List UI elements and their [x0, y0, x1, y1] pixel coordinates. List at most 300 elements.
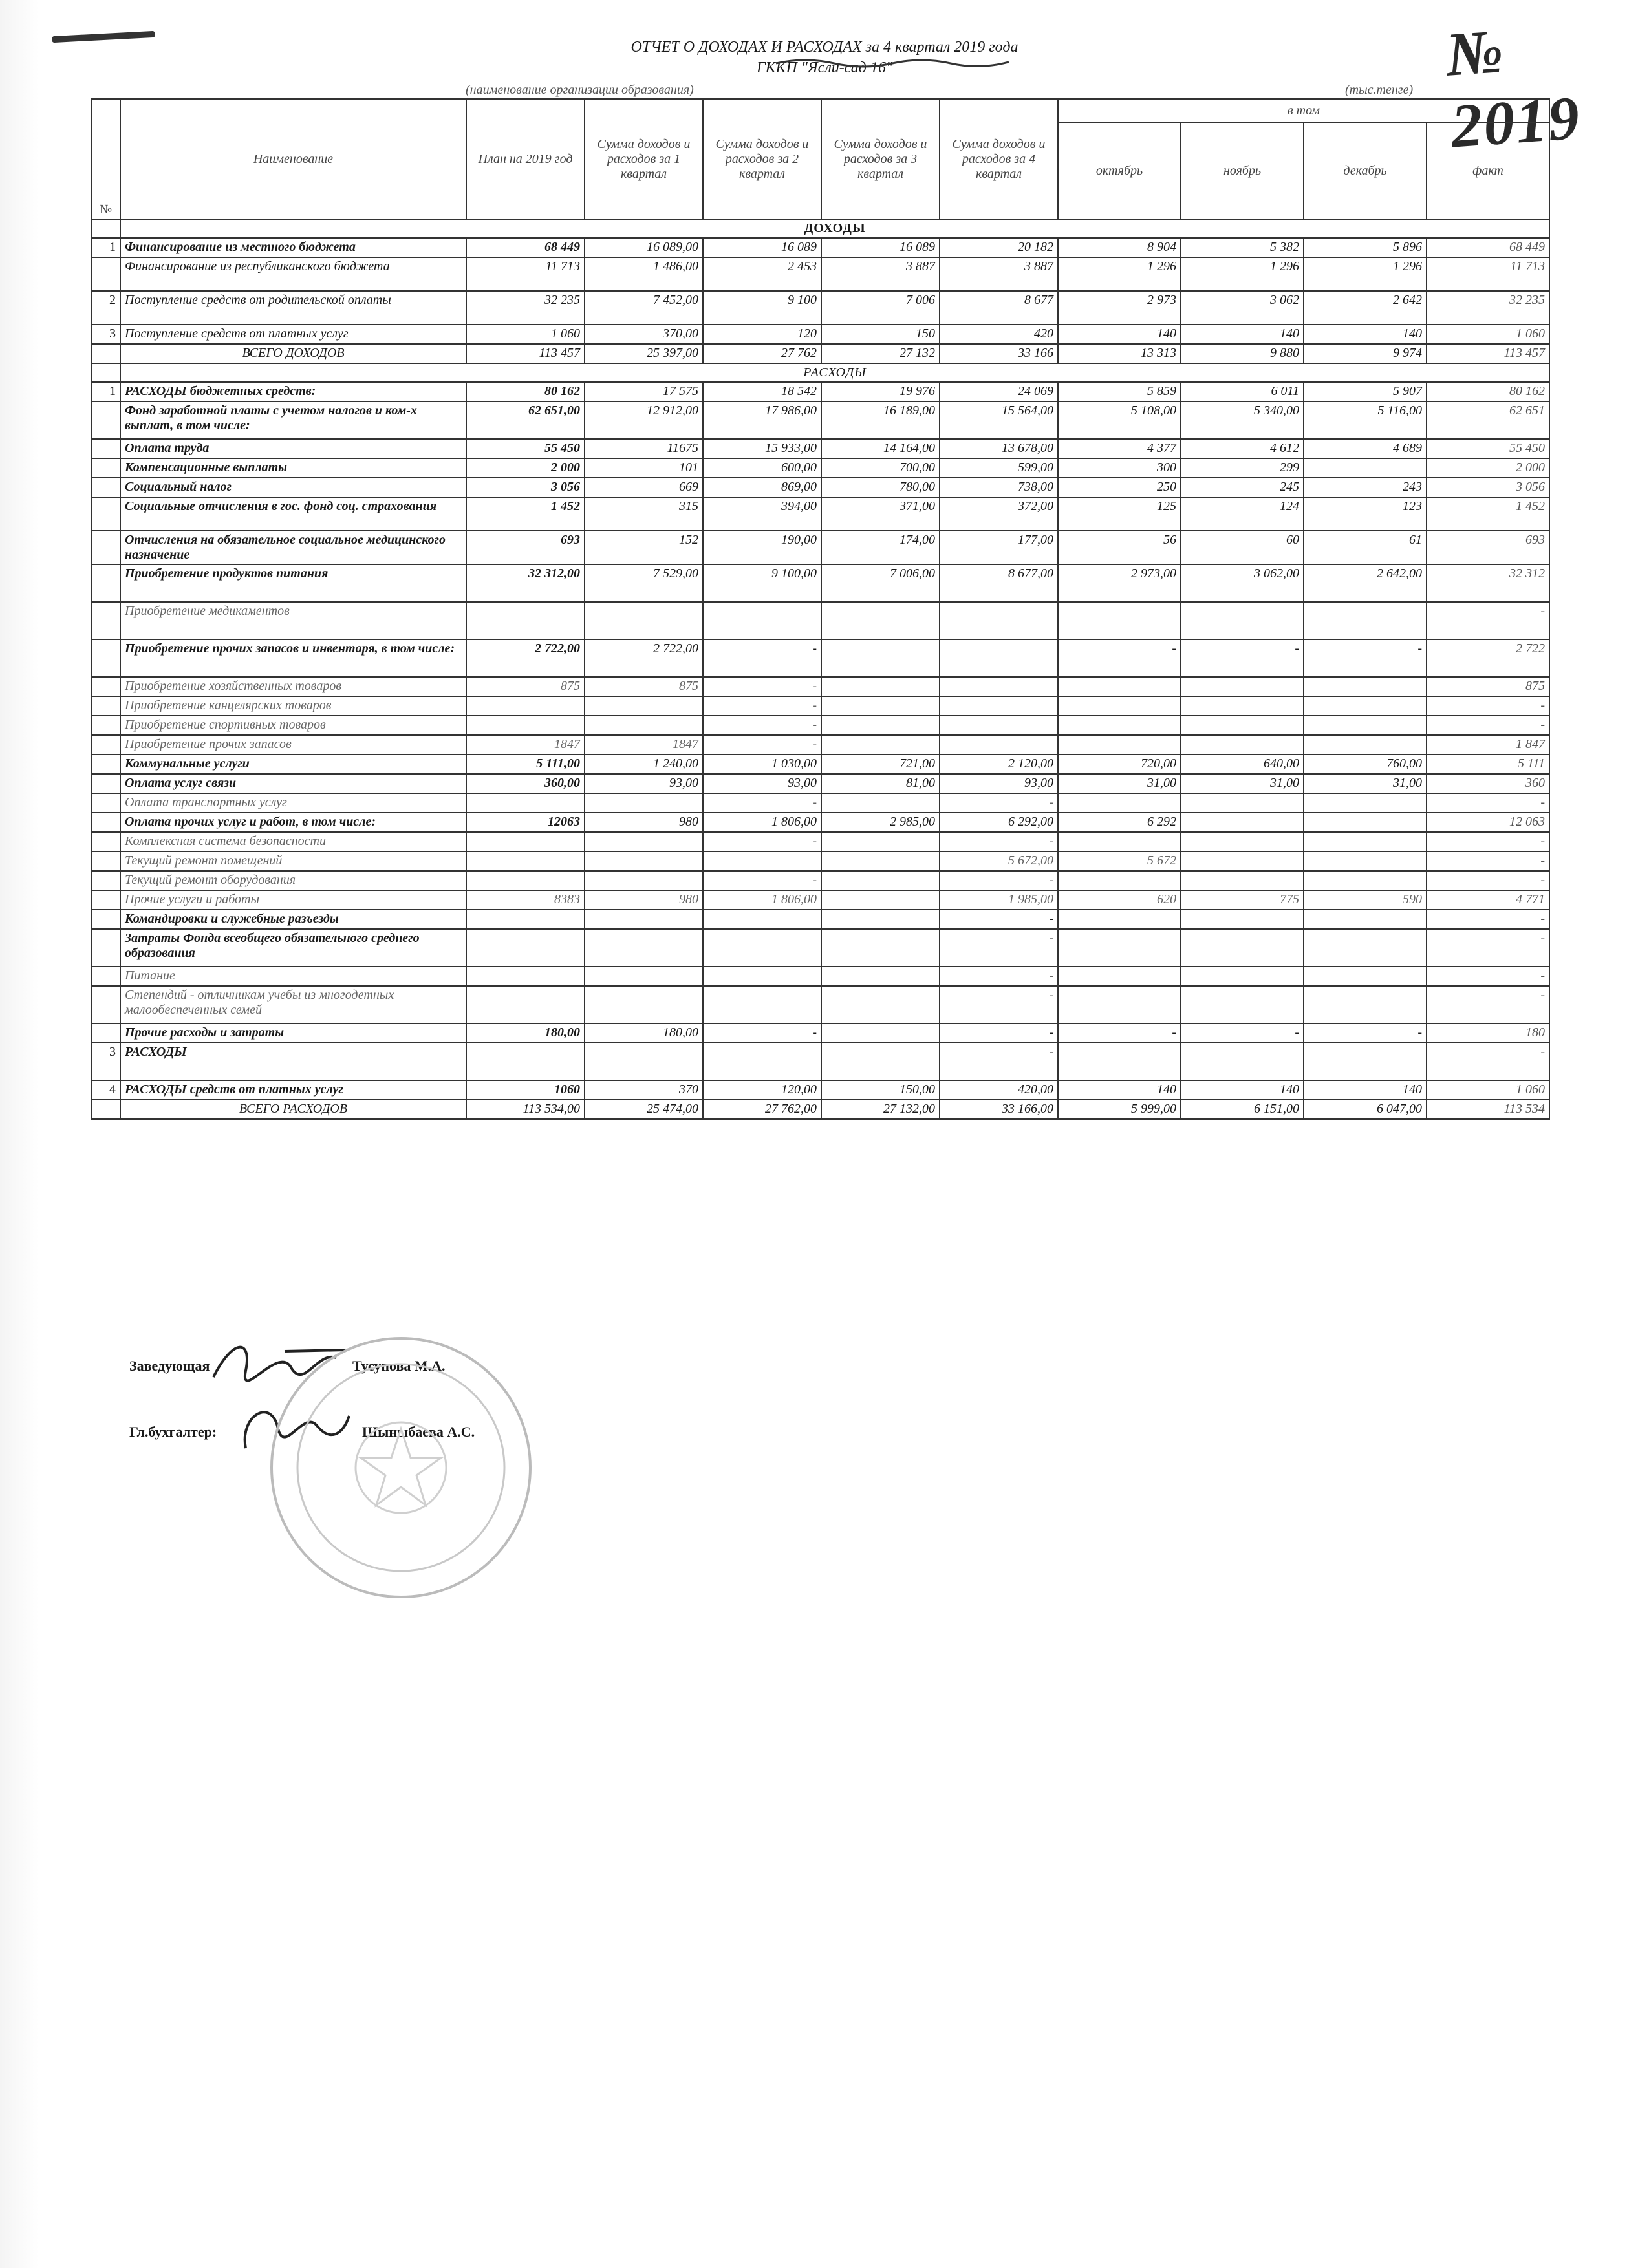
- cell-q2: 394,00: [703, 497, 821, 531]
- cell-q4: 13 678,00: [940, 439, 1058, 458]
- cell-q1: 101: [585, 458, 703, 478]
- row-number: 3: [91, 1043, 120, 1080]
- cell-fact: -: [1427, 986, 1549, 1023]
- cell-q3: 371,00: [821, 497, 940, 531]
- cell-q2: -: [703, 696, 821, 716]
- cell-q3: [821, 696, 940, 716]
- row-number: [91, 754, 120, 774]
- table-row: [91, 871, 1549, 890]
- cell-plan: 8383: [466, 890, 585, 910]
- cell-dec: 2 642,00: [1304, 564, 1427, 602]
- cell-q3: [821, 735, 940, 754]
- cell-dec: [1304, 458, 1427, 478]
- cell-q2: 93,00: [703, 774, 821, 793]
- cell-q4: 6 292,00: [940, 813, 1058, 832]
- cell-plan: 32 235: [466, 291, 585, 325]
- cell-q4: -: [940, 967, 1058, 986]
- cell-fact: 55 450: [1427, 439, 1549, 458]
- cell-nov: 775: [1181, 890, 1304, 910]
- cell-nov: [1181, 851, 1304, 871]
- cell-plan: 55 450: [466, 439, 585, 458]
- cell-q3: 700,00: [821, 458, 940, 478]
- cell-dec: 140: [1304, 325, 1427, 344]
- total-q1: 25 474,00: [585, 1100, 703, 1119]
- cell-plan: 693: [466, 531, 585, 564]
- cell-nov: 140: [1181, 1080, 1304, 1100]
- cell-q1: 2 722,00: [585, 639, 703, 677]
- cell-nov: [1181, 677, 1304, 696]
- cell-q1: 875: [585, 677, 703, 696]
- cell-fact: 68 449: [1427, 238, 1549, 257]
- cell-oct: 5 672: [1058, 851, 1181, 871]
- table-row: [91, 910, 1549, 929]
- cell-plan: [466, 986, 585, 1023]
- cell-q1: 315: [585, 497, 703, 531]
- cell-plan: [466, 696, 585, 716]
- cell-fact: 12 063: [1427, 813, 1549, 832]
- cell-q4: 372,00: [940, 497, 1058, 531]
- cell-q4: 20 182: [940, 238, 1058, 257]
- cell-plan: 875: [466, 677, 585, 696]
- row-number: [91, 967, 120, 986]
- cell-oct: [1058, 832, 1181, 851]
- row-number: [91, 735, 120, 754]
- cell-q3: 19 976: [821, 382, 940, 401]
- row-name: РАСХОДЫ бюджетных средств:: [120, 382, 466, 401]
- cell-nov: -: [1181, 1023, 1304, 1043]
- cell-q4: [940, 696, 1058, 716]
- cell-dec: [1304, 677, 1427, 696]
- row-name: Социальные отчисления в гос. фонд соц. страхования: [120, 497, 466, 531]
- cell-q1: 7 529,00: [585, 564, 703, 602]
- cell-dec: -: [1304, 639, 1427, 677]
- cell-q4: 738,00: [940, 478, 1058, 497]
- cell-q4: [940, 677, 1058, 696]
- cell-plan: [466, 967, 585, 986]
- col-q2-header: Сумма доходов и расходов за 2 квартал: [703, 99, 821, 219]
- row-name: Оплата транспортных услуг: [120, 793, 466, 813]
- cell-oct: [1058, 602, 1181, 639]
- cell-q4: 8 677: [940, 291, 1058, 325]
- cell-q3: [821, 929, 940, 967]
- cell-nov: 5 340,00: [1181, 401, 1304, 439]
- table-row: [91, 564, 1549, 602]
- cell-dec: [1304, 871, 1427, 890]
- cell-oct: [1058, 716, 1181, 735]
- cell-nov: 6 011: [1181, 382, 1304, 401]
- cell-q3: [821, 890, 940, 910]
- cell-q4: -: [940, 1023, 1058, 1043]
- col-group-header: в том: [1058, 99, 1549, 122]
- table-row: [91, 257, 1549, 291]
- cell-dec: [1304, 813, 1427, 832]
- cell-fact: -: [1427, 1043, 1549, 1080]
- total-q2: 27 762: [703, 344, 821, 363]
- row-number: [91, 639, 120, 677]
- cell-oct: 4 377: [1058, 439, 1181, 458]
- cell-q2: -: [703, 716, 821, 735]
- total-nov: 6 151,00: [1181, 1100, 1304, 1119]
- row-number: 1: [91, 238, 120, 257]
- table-row: [91, 696, 1549, 716]
- cell-q2: 1 806,00: [703, 813, 821, 832]
- row-number: 3: [91, 325, 120, 344]
- cell-q1: [585, 793, 703, 813]
- row-name: Текущий ремонт помещений: [120, 851, 466, 871]
- cell-oct: [1058, 929, 1181, 967]
- row-number: [91, 890, 120, 910]
- underline-wave: [776, 56, 1009, 69]
- cell-q2: 9 100,00: [703, 564, 821, 602]
- cell-dec: [1304, 1043, 1427, 1080]
- row-name: Приобретение продуктов питания: [120, 564, 466, 602]
- row-name: Отчисления на обязательное социальное медицинского назначение: [120, 531, 466, 564]
- col-q3-header: Сумма доходов и расходов за 3 квартал: [821, 99, 940, 219]
- cell-fact: 32 312: [1427, 564, 1549, 602]
- cell-q2: [703, 986, 821, 1023]
- cell-fact: -: [1427, 851, 1549, 871]
- cell-q2: -: [703, 735, 821, 754]
- cell-plan: [466, 1043, 585, 1080]
- row-name: Приобретение прочих запасов и инвентаря, в том числе:: [120, 639, 466, 677]
- cell-q4: 1 985,00: [940, 890, 1058, 910]
- row-name: Прочие услуги и работы: [120, 890, 466, 910]
- row-name: Компенсационные выплаты: [120, 458, 466, 478]
- row-number: [91, 478, 120, 497]
- row-name: Прочие расходы и затраты: [120, 1023, 466, 1043]
- table-row: [91, 497, 1549, 531]
- cell-q4: 420,00: [940, 1080, 1058, 1100]
- cell-dec: -: [1304, 1023, 1427, 1043]
- cell-q4: 5 672,00: [940, 851, 1058, 871]
- total-plan: 113 457: [466, 344, 585, 363]
- total-dec: 6 047,00: [1304, 1100, 1427, 1119]
- row-name: РАСХОДЫ: [120, 1043, 466, 1080]
- row-number: [91, 1023, 120, 1043]
- cell-q4: -: [940, 910, 1058, 929]
- cell-nov: 5 382: [1181, 238, 1304, 257]
- row-number: [91, 832, 120, 851]
- cell-q3: [821, 910, 940, 929]
- total-q4: 33 166,00: [940, 1100, 1058, 1119]
- row-name: Поступление средств от родительской оплаты: [120, 291, 466, 325]
- cell-q1: [585, 851, 703, 871]
- table-row: [91, 639, 1549, 677]
- cell-q1: 11675: [585, 439, 703, 458]
- row-number: 2: [91, 291, 120, 325]
- row-name: Комплексная система безопасности: [120, 832, 466, 851]
- cell-dec: [1304, 986, 1427, 1023]
- cell-q2: [703, 929, 821, 967]
- total-q3: 27 132: [821, 344, 940, 363]
- cell-plan: 62 651,00: [466, 401, 585, 439]
- cell-q4: -: [940, 871, 1058, 890]
- cell-nov: [1181, 910, 1304, 929]
- cell-dec: [1304, 929, 1427, 967]
- row-number: 1: [91, 382, 120, 401]
- cell-dec: [1304, 735, 1427, 754]
- cell-q1: 1 486,00: [585, 257, 703, 291]
- cell-fact: -: [1427, 910, 1549, 929]
- row-number: [91, 401, 120, 439]
- cell-q3: 7 006,00: [821, 564, 940, 602]
- cell-oct: [1058, 871, 1181, 890]
- cell-q1: [585, 929, 703, 967]
- row-number: [91, 497, 120, 531]
- cell-q2: 1 806,00: [703, 890, 821, 910]
- table-row: [91, 439, 1549, 458]
- row-name: Текущий ремонт оборудования: [120, 871, 466, 890]
- cell-oct: 1 296: [1058, 257, 1181, 291]
- cell-oct: [1058, 986, 1181, 1023]
- cell-q1: 370: [585, 1080, 703, 1100]
- cell-q2: 15 933,00: [703, 439, 821, 458]
- total-oct: 5 999,00: [1058, 1100, 1181, 1119]
- col-num-header: №: [91, 99, 120, 219]
- cell-fact: 1 060: [1427, 1080, 1549, 1100]
- cell-fact: 4 771: [1427, 890, 1549, 910]
- cell-oct: 5 859: [1058, 382, 1181, 401]
- cell-q3: 150: [821, 325, 940, 344]
- table-row: [91, 929, 1549, 967]
- row-number: [91, 813, 120, 832]
- cell-fact: -: [1427, 871, 1549, 890]
- cell-dec: 4 689: [1304, 439, 1427, 458]
- cell-oct: 620: [1058, 890, 1181, 910]
- head-name: Тусупова М.А.: [352, 1358, 446, 1374]
- cell-dec: 243: [1304, 478, 1427, 497]
- table-row: [91, 774, 1549, 793]
- total-row: [91, 1100, 1549, 1119]
- row-name: Командировки и служебные разъезды: [120, 910, 466, 929]
- table-row: [91, 1080, 1549, 1100]
- cell-oct: 125: [1058, 497, 1181, 531]
- table-row: [91, 967, 1549, 986]
- cell-fact: 11 713: [1427, 257, 1549, 291]
- cell-dec: [1304, 602, 1427, 639]
- row-name: Финансирование из республиканского бюджета: [120, 257, 466, 291]
- total-q3: 27 132,00: [821, 1100, 940, 1119]
- table-row: [91, 1043, 1549, 1080]
- cell-plan: 1060: [466, 1080, 585, 1100]
- row-number: [91, 910, 120, 929]
- cell-q2: 17 986,00: [703, 401, 821, 439]
- cell-fact: 80 162: [1427, 382, 1549, 401]
- cell-q2: -: [703, 639, 821, 677]
- cell-plan: [466, 832, 585, 851]
- col-q4-header: Сумма доходов и расходов за 4 квартал: [940, 99, 1058, 219]
- cell-nov: 124: [1181, 497, 1304, 531]
- cell-oct: 720,00: [1058, 754, 1181, 774]
- cell-dec: 2 642: [1304, 291, 1427, 325]
- cell-q2: -: [703, 871, 821, 890]
- cell-fact: 2 722: [1427, 639, 1549, 677]
- cell-dec: [1304, 696, 1427, 716]
- cell-oct: [1058, 793, 1181, 813]
- total-fact: 113 534: [1427, 1100, 1549, 1119]
- row-number: [91, 677, 120, 696]
- total-fact: 113 457: [1427, 344, 1549, 363]
- handwritten-note: № 2019: [1443, 16, 1583, 161]
- row-number: [91, 871, 120, 890]
- row-name: РАСХОДЫ средств от платных услуг: [120, 1080, 466, 1100]
- section-expenses-label: РАСХОДЫ: [120, 363, 1549, 382]
- cell-fact: -: [1427, 929, 1549, 967]
- col-plan-header: План на 2019 год: [466, 99, 585, 219]
- cell-fact: 875: [1427, 677, 1549, 696]
- section-income-label: ДОХОДЫ: [120, 219, 1549, 238]
- cell-dec: 61: [1304, 531, 1427, 564]
- cell-q1: 1 240,00: [585, 754, 703, 774]
- total-label: ВСЕГО ДОХОДОВ: [120, 344, 466, 363]
- table-row: [91, 793, 1549, 813]
- cell-dec: [1304, 851, 1427, 871]
- cell-fact: -: [1427, 716, 1549, 735]
- total-plan: 113 534,00: [466, 1100, 585, 1119]
- cell-q3: [821, 1043, 940, 1080]
- cell-fact: 2 000: [1427, 458, 1549, 478]
- cell-q1: 17 575: [585, 382, 703, 401]
- row-number: 4: [91, 1080, 120, 1100]
- cell-q4: [940, 716, 1058, 735]
- section-expenses: [91, 363, 1549, 382]
- cell-oct: [1058, 696, 1181, 716]
- cell-plan: [466, 716, 585, 735]
- cell-fact: -: [1427, 602, 1549, 639]
- total-label: ВСЕГО РАСХОДОВ: [120, 1100, 466, 1119]
- cell-q4: 2 120,00: [940, 754, 1058, 774]
- cell-nov: 31,00: [1181, 774, 1304, 793]
- col-q1-header: Сумма доходов и расходов за 1 квартал: [585, 99, 703, 219]
- cell-fact: 62 651: [1427, 401, 1549, 439]
- total-oct: 13 313: [1058, 344, 1181, 363]
- cell-q4: -: [940, 986, 1058, 1023]
- table-row: [91, 325, 1549, 344]
- cell-q3: 16 089: [821, 238, 940, 257]
- cell-q1: 180,00: [585, 1023, 703, 1043]
- table-row: [91, 238, 1549, 257]
- col-name-header: Наименование: [120, 99, 466, 219]
- official-stamp: [265, 1332, 537, 1603]
- cell-nov: 299: [1181, 458, 1304, 478]
- cell-nov: -: [1181, 639, 1304, 677]
- cell-q3: [821, 793, 940, 813]
- table-row: [91, 832, 1549, 851]
- cell-oct: [1058, 735, 1181, 754]
- cell-q3: 81,00: [821, 774, 940, 793]
- cell-fact: -: [1427, 967, 1549, 986]
- table-row: [91, 478, 1549, 497]
- cell-plan: [466, 851, 585, 871]
- table-row: [91, 458, 1549, 478]
- cell-fact: -: [1427, 696, 1549, 716]
- cell-q3: 7 006: [821, 291, 940, 325]
- cell-plan: [466, 871, 585, 890]
- col-fact-header: факт: [1427, 122, 1549, 219]
- cell-nov: 640,00: [1181, 754, 1304, 774]
- row-name: Приобретение канцелярских товаров: [120, 696, 466, 716]
- col-oct-header: октябрь: [1058, 122, 1181, 219]
- cell-q1: 152: [585, 531, 703, 564]
- table-row: [91, 851, 1549, 871]
- report-title: ОТЧЕТ О ДОХОДАХ И РАСХОДАХ за 4 квартал 2019 года: [630, 39, 1018, 56]
- total-q2: 27 762,00: [703, 1100, 821, 1119]
- cell-dec: 590: [1304, 890, 1427, 910]
- cell-oct: 140: [1058, 1080, 1181, 1100]
- cell-nov: [1181, 696, 1304, 716]
- table-row: [91, 716, 1549, 735]
- table-row: [91, 1023, 1549, 1043]
- row-name: Приобретение прочих запасов: [120, 735, 466, 754]
- row-number: [91, 439, 120, 458]
- cell-dec: 1 296: [1304, 257, 1427, 291]
- cell-q2: 2 453: [703, 257, 821, 291]
- accountant-position: Гл.бухгалтер:: [129, 1424, 217, 1440]
- section-income: [91, 219, 1549, 238]
- cell-dec: [1304, 716, 1427, 735]
- cell-oct: 250: [1058, 478, 1181, 497]
- cell-nov: [1181, 967, 1304, 986]
- cell-q4: 93,00: [940, 774, 1058, 793]
- accountant-name: Шыныбаева А.С.: [362, 1424, 475, 1440]
- row-number: [91, 696, 120, 716]
- row-number: [91, 257, 120, 291]
- cell-fact: 5 111: [1427, 754, 1549, 774]
- scan-edge-shadow: [0, 0, 39, 2268]
- cell-plan: [466, 910, 585, 929]
- row-name: Социальный налог: [120, 478, 466, 497]
- cell-q2: 9 100: [703, 291, 821, 325]
- row-name: Коммунальные услуги: [120, 754, 466, 774]
- row-name: Питание: [120, 967, 466, 986]
- cell-q3: [821, 677, 940, 696]
- cell-oct: 2 973: [1058, 291, 1181, 325]
- cell-dec: [1304, 832, 1427, 851]
- cell-plan: [466, 929, 585, 967]
- cell-q4: -: [940, 832, 1058, 851]
- cell-q4: [940, 639, 1058, 677]
- cell-q2: -: [703, 677, 821, 696]
- cell-q1: [585, 1043, 703, 1080]
- cell-plan: [466, 793, 585, 813]
- row-number: [91, 458, 120, 478]
- col-nov-header: ноябрь: [1181, 122, 1304, 219]
- cell-oct: 8 904: [1058, 238, 1181, 257]
- cell-dec: 31,00: [1304, 774, 1427, 793]
- cell-q1: 370,00: [585, 325, 703, 344]
- cell-q3: [821, 602, 940, 639]
- cell-plan: 2 000: [466, 458, 585, 478]
- row-name: Оплата прочих услуг и работ, в том числе:: [120, 813, 466, 832]
- table-row: [91, 677, 1549, 696]
- cell-oct: [1058, 1043, 1181, 1080]
- cell-q2: 120,00: [703, 1080, 821, 1100]
- cell-q1: 93,00: [585, 774, 703, 793]
- cell-dec: 5 907: [1304, 382, 1427, 401]
- cell-nov: [1181, 793, 1304, 813]
- cell-plan: 12063: [466, 813, 585, 832]
- total-dec: 9 974: [1304, 344, 1427, 363]
- cell-q2: -: [703, 793, 821, 813]
- table-row: [91, 382, 1549, 401]
- cell-q4: 8 677,00: [940, 564, 1058, 602]
- cell-nov: [1181, 1043, 1304, 1080]
- cell-q3: [821, 1023, 940, 1043]
- table-row: [91, 291, 1549, 325]
- cell-dec: [1304, 910, 1427, 929]
- cell-dec: 140: [1304, 1080, 1427, 1100]
- cell-plan: 3 056: [466, 478, 585, 497]
